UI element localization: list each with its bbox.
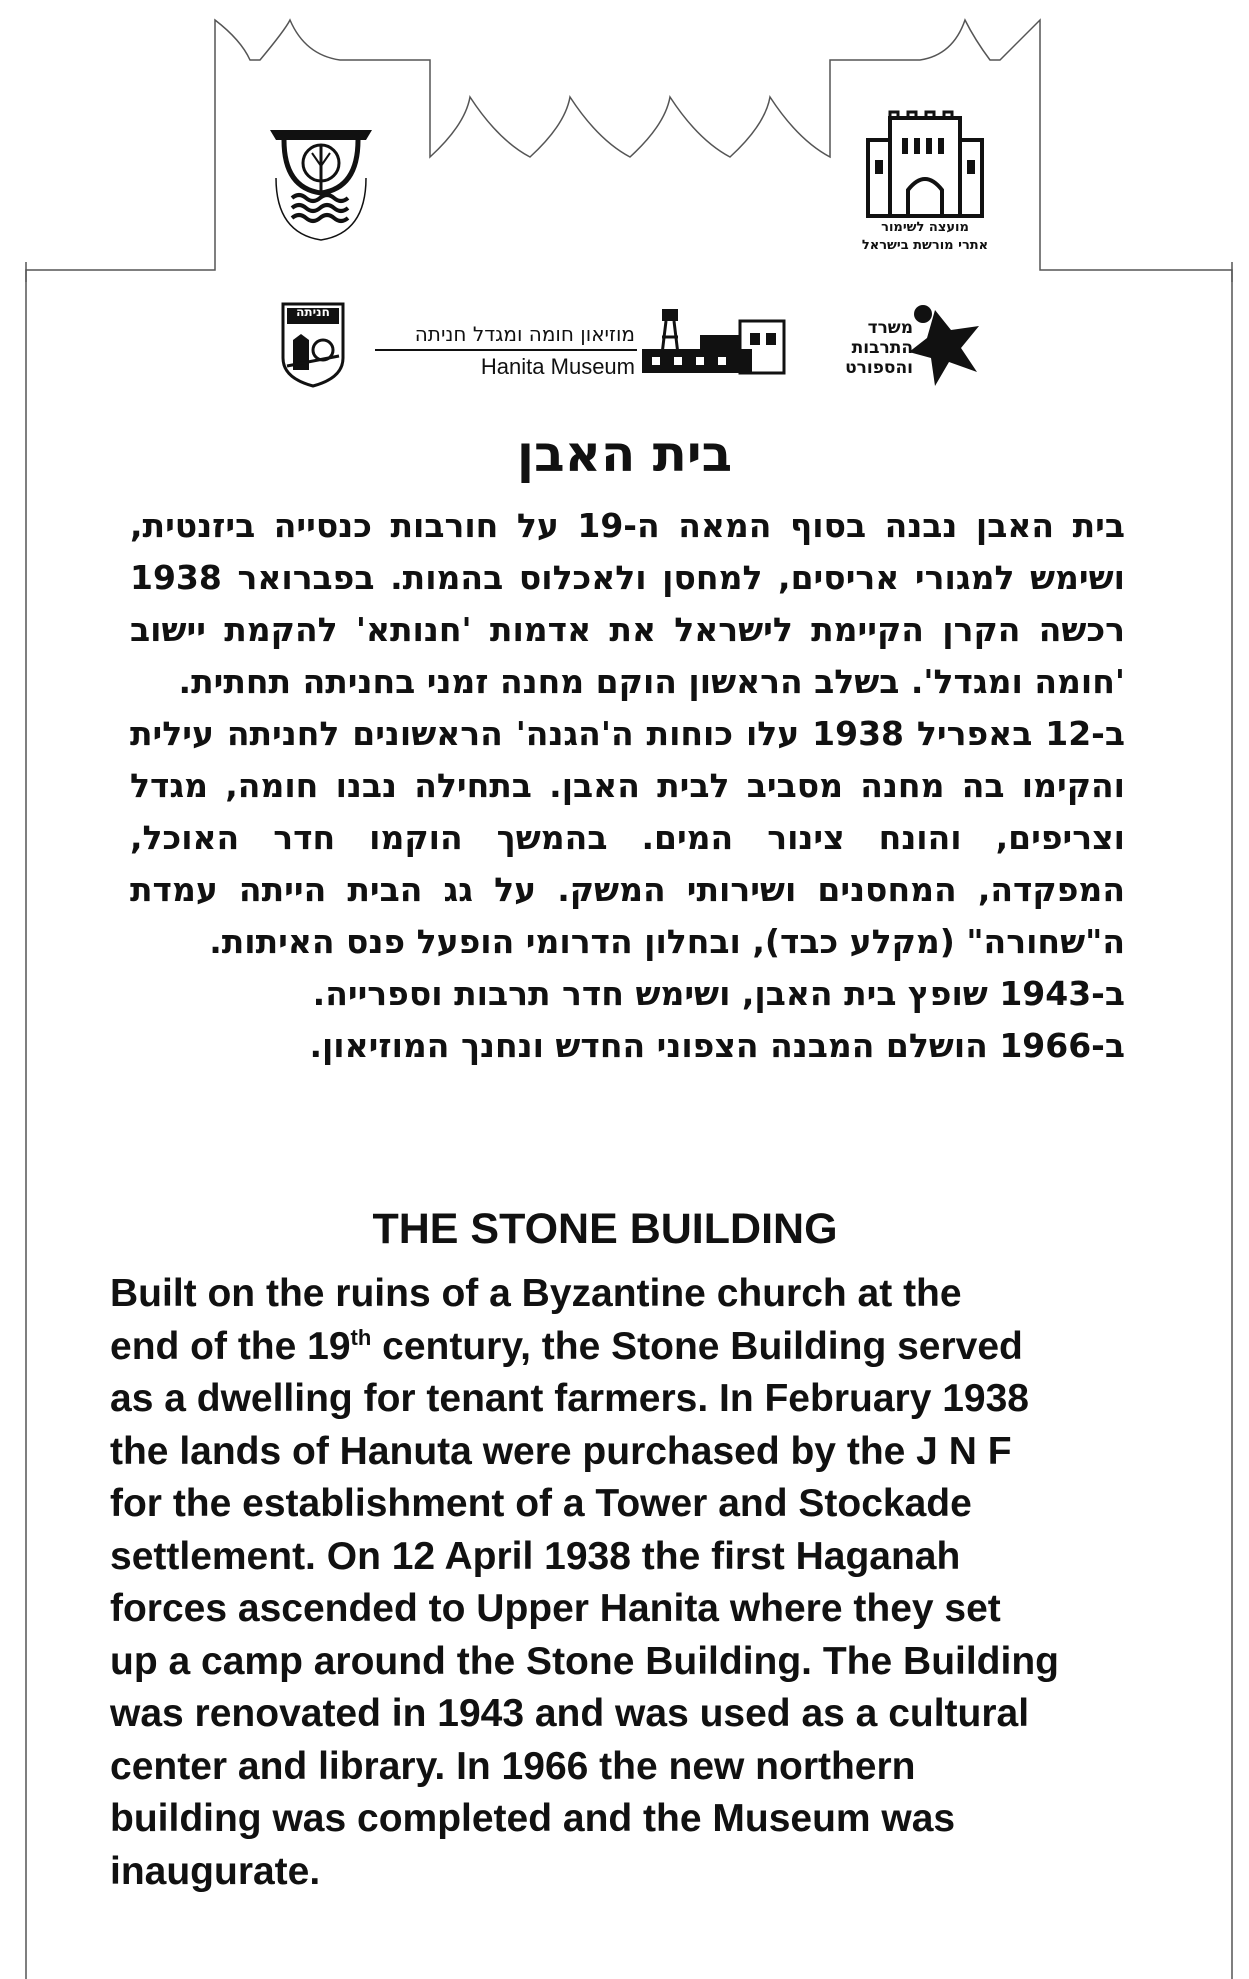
heritage-council-castle-icon: [866, 110, 984, 218]
hebrew-paragraph: ב-1966 הושלם המבנה הצפוני החדש ונחנך המוזיאון.: [309, 1026, 1125, 1065]
regional-council-seal-icon: [262, 118, 380, 248]
english-line: forces ascended to Upper Hanita where they set: [110, 1587, 1001, 1630]
english-line: settlement. On 12 April 1938 the first Haganah: [110, 1534, 961, 1578]
english-line: [110, 1321, 1110, 1374]
ordinal-suffix: th: [350, 1324, 372, 1350]
english-line: Built on the ruins of a Byzantine church at the: [110, 1272, 962, 1315]
english-line: the lands of Hanuta were purchased by the J N F: [110, 1429, 1012, 1473]
english-body: [110, 1268, 1110, 1898]
english-line: building was completed and the Museum was: [110, 1797, 956, 1840]
english-line: inaugurate.: [110, 1849, 321, 1893]
english-line-part: century, the Stone Building served: [371, 1324, 1023, 1368]
ministry-star-icon: [905, 300, 985, 388]
hebrew-title: בית האבן: [516, 425, 733, 483]
english-title: THE STONE BUILDING: [372, 1205, 838, 1253]
english-line: as a dwelling for tenant farmers. In February 1938: [110, 1377, 1029, 1420]
museum-name-english: Hanita Museum: [480, 354, 635, 379]
hebrew-paragraph: ב-1943 שופץ בית האבן, ושימש חדר תרבות וספרייה.: [312, 974, 1125, 1013]
tower-and-stockade-icon: [640, 305, 790, 377]
museum-name-underline: [375, 349, 637, 351]
museum-name-hebrew: מוזיאון חומה ומגדל חניתה: [414, 322, 635, 346]
english-line: center and library. In 1966 the new northern: [110, 1744, 916, 1788]
hebrew-paragraph: בית האבן נבנה בסוף המאה ה-19 על חורבות כנסייה ביזנטית, ושימש למגורי אריסים, למחסן ולאכלוס בהמות. בפברואר 1938 רכשה הקרן הקיימת לישראל את אדמות 'חנותא' להקמת יישוב 'חומה ומגדל'. בשלב הראשון הוקם מחנה זמני בחניתה תחתית.: [130, 506, 1125, 701]
english-line-part: end of the 19: [110, 1324, 351, 1368]
heritage-council-caption-line1: מועצה לשימור: [881, 220, 969, 235]
english-line: up a camp around the Stone Building. The Building: [110, 1639, 1059, 1683]
english-line: for the establishment of a Tower and Stockade: [110, 1482, 972, 1525]
hebrew-paragraph: ב-12 באפריל 1938 עלו כוחות ה'הגנה' הראשונים לחניתה עילית והקימו בה מחנה מסביב לבית האבן. בתחילה נבנו חומה, מגדל וצריפים, והונח צינור המים. בהמשך הוקמו חדר האוכל, המפקדה, המחסנים ושירותי המשק. על גג הבית הייתה עמדת ה"שחורה" (מקלע כבד), ובחלון הדרומי הופעל פנס האיתות.: [130, 714, 1125, 961]
english-line: was renovated in 1943 and was used as a cultural: [110, 1692, 1030, 1735]
heritage-council-caption-line2: אתרי מורשת בישראל: [861, 238, 989, 253]
ministry-line3: והספורט: [845, 358, 913, 378]
ministry-line2: התרבות: [851, 338, 913, 358]
ministry-line1: משרד: [867, 318, 913, 338]
hanita-emblem-text: חניתה: [296, 305, 330, 319]
hebrew-body: [130, 500, 1125, 1072]
